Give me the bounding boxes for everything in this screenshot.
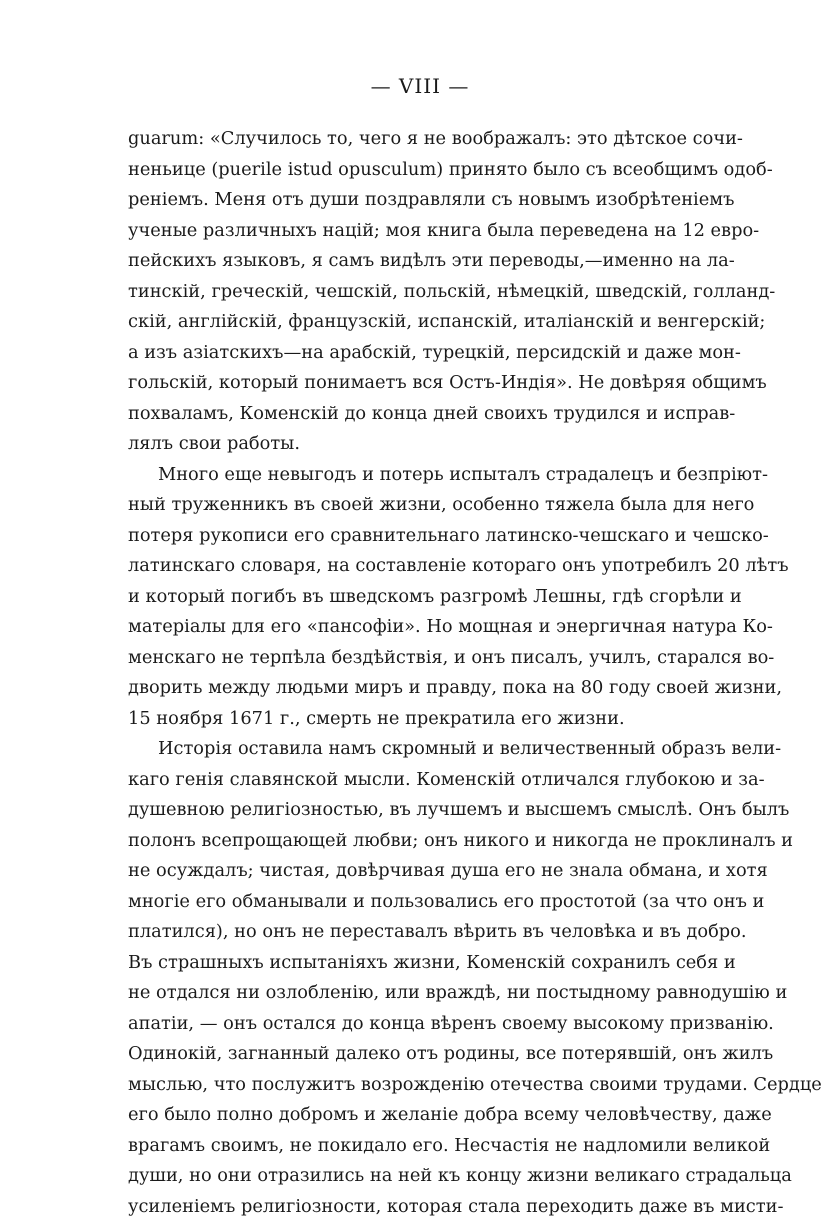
text-line: Исторія оставила намъ скромный и величественный образъ вели- <box>128 734 712 765</box>
text-line: ный труженникъ въ своей жизни, особенно тяжела была для него <box>128 490 712 521</box>
paragraph-2 <box>128 460 712 735</box>
text-line: скій, англійскій, французскій, испанскій, италіанскій и венгерскій; <box>128 307 712 338</box>
text-line: усиленіемъ религіозности, которая стала переходить даже въ мисти- <box>128 1192 712 1222</box>
text-line: а изъ азіатскихъ—на арабскій, турецкій, персидскій и даже мон- <box>128 338 712 369</box>
text-line: неньице (puerile istud opusculum) принято было съ всеобщимъ одоб- <box>128 155 712 186</box>
text-line: не отдался ни озлобленію, или враждѣ, ни постыдному равнодушію и <box>128 978 712 1009</box>
text-line: ученые различныхъ націй; моя книга была переведена на 12 евро- <box>128 216 712 247</box>
text-line: мыслью, что послужитъ возрожденію отечества своими трудами. Сердце <box>128 1070 712 1101</box>
text-line: реніемъ. Меня отъ души поздравляли съ новымъ изобрѣтеніемъ <box>128 185 712 216</box>
text-line: guarum: «Случилось то, чего я не воображалъ: это дѣтское сочи- <box>128 124 712 155</box>
text-line: Въ страшныхъ испытаніяхъ жизни, Коменскій сохранилъ себя и <box>128 948 712 979</box>
paragraph-1 <box>128 124 712 460</box>
text-line: Много еще невыгодъ и потерь испыталъ страдалецъ и безпріют- <box>128 460 712 491</box>
text-line: платился), но онъ не переставалъ вѣрить въ человѣка и въ добро. <box>128 917 712 948</box>
text-line: врагамъ своимъ, не покидало его. Несчастія не надломили великой <box>128 1131 712 1162</box>
page-number: — VIII — <box>0 74 840 98</box>
text-line: апатіи, — онъ остался до конца вѣренъ своему высокому призванію. <box>128 1009 712 1040</box>
text-line: гольскій, который понимаетъ вся Остъ-Индія». Не довѣряя общимъ <box>128 368 712 399</box>
text-line: душевною религіозностью, въ лучшемъ и высшемъ смыслѣ. Онъ былъ <box>128 795 712 826</box>
text-line: многіе его обманывали и пользовались его простотой (за что онъ и <box>128 887 712 918</box>
body-text <box>128 124 712 1222</box>
text-line: Одинокій, загнанный далеко отъ родины, все потерявшій, онъ жилъ <box>128 1039 712 1070</box>
text-line: тинскій, греческій, чешскій, польскій, нѣмецкій, шведскій, голланд- <box>128 277 712 308</box>
text-line: 15 ноября 1671 г., смерть не прекратила его жизни. <box>128 704 712 735</box>
text-line: менскаго не терпѣла бездѣйствія, и онъ писалъ, училъ, старался во- <box>128 643 712 674</box>
text-line: пейскихъ языковъ, я самъ видѣлъ эти переводы,—именно на ла- <box>128 246 712 277</box>
text-line: лялъ свои работы. <box>128 429 712 460</box>
text-line: не осуждалъ; чистая, довѣрчивая душа его не знала обмана, и хотя <box>128 856 712 887</box>
text-line: дворить между людьми миръ и правду, пока на 80 году своей жизни, <box>128 673 712 704</box>
paragraph-3 <box>128 734 712 1222</box>
text-line: души, но они отразились на ней къ концу жизни великаго страдальца <box>128 1161 712 1192</box>
text-line: похваламъ, Коменскій до конца дней своихъ трудился и исправ- <box>128 399 712 430</box>
text-line: его было полно добромъ и желаніе добра всему человѣчеству, даже <box>128 1100 712 1131</box>
text-line: латинскаго словаря, на составленіе котораго онъ употребилъ 20 лѣтъ <box>128 551 712 582</box>
text-line: каго генія славянской мысли. Коменскій отличался глубокою и за- <box>128 765 712 796</box>
text-line: матеріалы для его «пансофіи». Но мощная и энергичная натура Ко- <box>128 612 712 643</box>
text-line: полонъ всепрощающей любви; онъ никого и никогда не проклиналъ и <box>128 826 712 857</box>
text-line: и который погибъ въ шведскомъ разгромѣ Лешны, гдѣ сгорѣли и <box>128 582 712 613</box>
text-line: потеря рукописи его сравнительнаго латинско-чешскаго и чешско- <box>128 521 712 552</box>
